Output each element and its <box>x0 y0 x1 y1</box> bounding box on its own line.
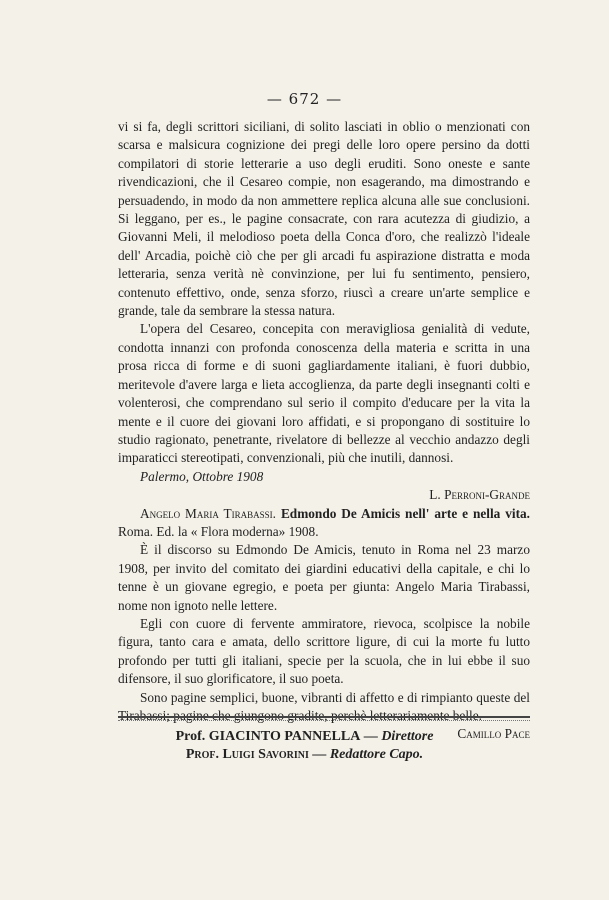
review-paragraph-1: È il discorso su Edmondo De Amicis, tenuto in Roma nel 23 marzo 1908, per invito del comitato dei giardini educativi della capitale, e chi lo tenne è un giovane egregio, e poeta per giunta: Angelo Maria Tirabassi, nome non ignoto nelle lettere. <box>118 542 530 613</box>
article-signature: L. Perroni-Grande <box>429 487 530 503</box>
page-number: — 672 — <box>266 90 343 108</box>
review-publication: Roma. Ed. la « Flora moderna» 1908. <box>118 523 319 539</box>
review-signature: Camillo Pace <box>457 726 530 742</box>
divider-rule-dotted <box>118 720 530 721</box>
director-line <box>0 728 609 746</box>
review-heading <box>118 505 530 542</box>
editor-name: Prof. Luigi Savorini <box>185 747 309 762</box>
article-paragraph-1: vi si fa, degli scrittori siciliani, di solito lasciati in oblio o menzionati con scarsa e malsicura cognizione dei pregi delle loro opere persino da dotti compilatori di storie letterarie a uso degli eruditi. Sono oneste e sante rivendicazioni, che il Cesareo compie, non esagerando, ma dimostrando e persuadendo, in modo da non ammettere replica alcuna alle sue conclusioni. Si leggano, per es., le pagine consacrate, con rara acutezza di giudizio, a Giovanni Meli, il melodioso poeta della Conca d'oro, che realizzò l'ideale dell' Arcadia, poichè ciò che per gli arcadi fu aspirazione distratta e moda letteraria, senza verità nè convinzione, per lui fu sentimento, pensiero, contenuto effettivo, onde, senza sforzo, riuscì a creare un'arte semplice e grande, tale da sembrare la stessa natura. <box>118 119 530 319</box>
place-date: Palermo, Ottobre 1908 <box>140 468 264 484</box>
article-paragraph-2: L'opera del Cesareo, concepita con meravigliosa genialità di vedute, condotta innanzi con profonda conoscenza della materia e scritta in una prosa ricca di forme e di suoni gagliardamente italiani, è fuori dubbio, meritevole d'avere larga e lieta accoglienza, da parte degli insegnanti colti e volenterosi, che comprendano sul serio il compito d'educare per la vita la mente e il cuore dei giovani loro affidati, e si propongano di sostituire lo studio ragionato, penetrante, rivelatore di bellezze al vecchio andazzo degli imparaticci stereotipati, convenzionali, più che inutili, dannosi. <box>118 321 530 466</box>
body-text <box>118 118 530 744</box>
divider-rule <box>118 716 530 718</box>
review-author: Angelo Maria Tirabassi. <box>140 505 276 521</box>
credits <box>0 728 609 764</box>
editor-role: — Redattore Capo. <box>312 747 424 762</box>
review-title: Edmondo De Amicis nell' arte e nella vita. <box>280 505 530 521</box>
review-paragraph-3: Sono pagine semplici, buone, vibranti di affetto e di rimpianto queste del <box>140 689 530 705</box>
director-role: — Direttore <box>363 729 434 744</box>
director-name: Prof. GIACINTO PANNELLA <box>175 729 361 744</box>
review-paragraph-2: Egli con cuore di fervente ammiratore, rievoca, scolpisce la nobile figura, tanto cara e amata, dello scrittore ligure, di cui la morte fu lutto profondo per tutti gli italiani, specie per la scuola, che in lui ebbe il suo difensore, il suo glorificatore, il suo poeta. <box>118 615 530 687</box>
editor-line <box>0 746 609 764</box>
